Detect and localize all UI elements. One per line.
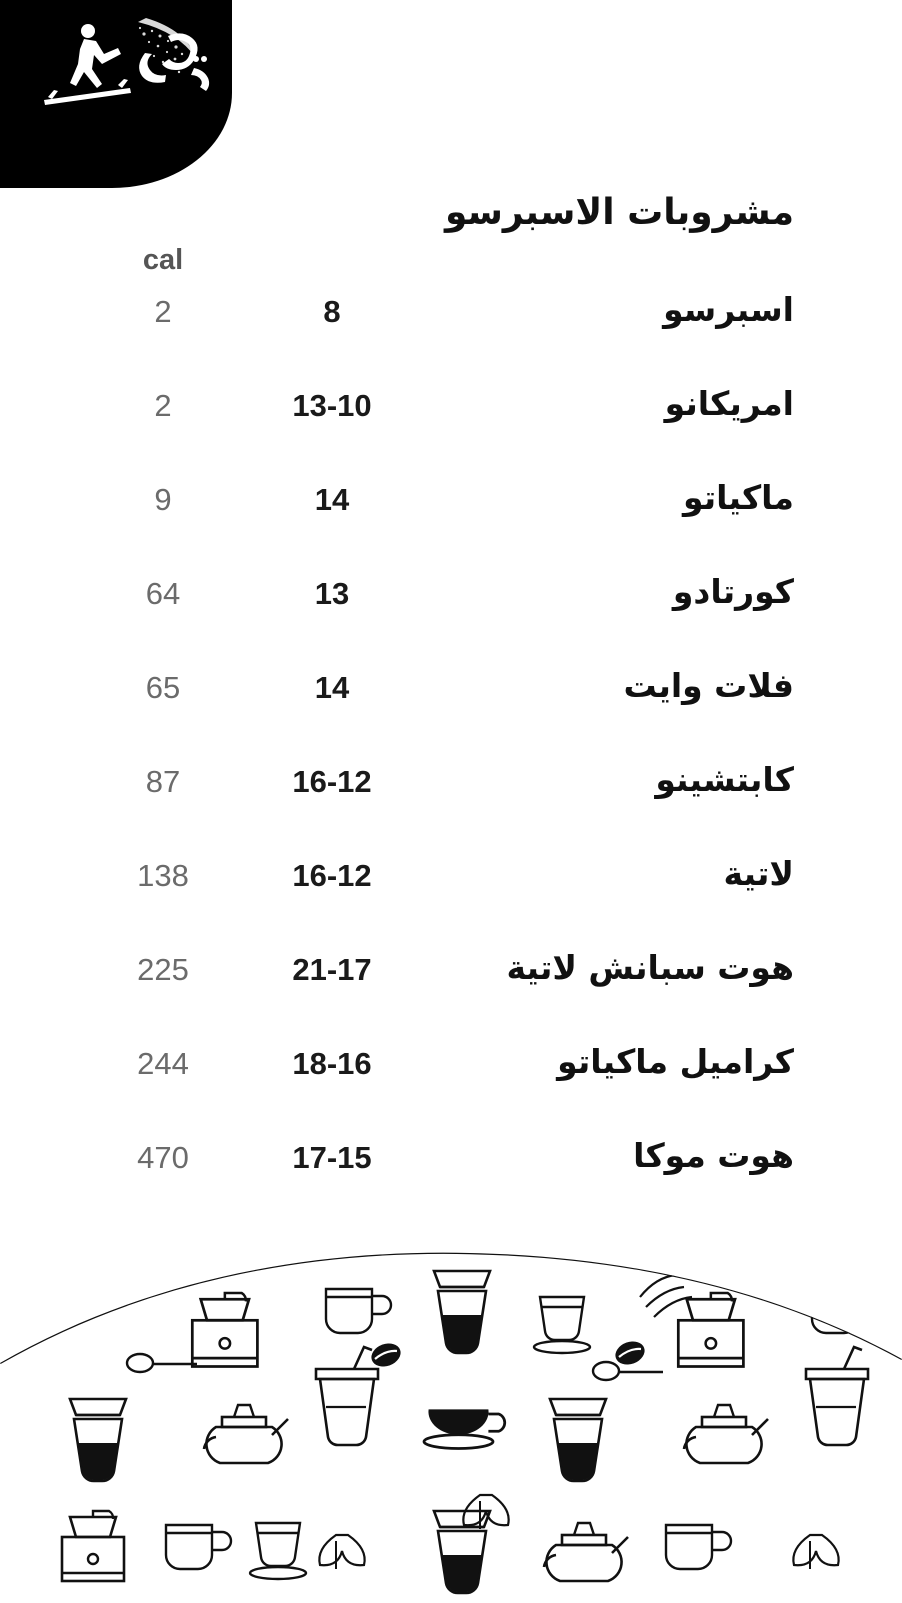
item-name: فلات وايت <box>623 666 794 705</box>
item-calories: 225 <box>137 952 189 987</box>
menu-item-row <box>0 752 902 846</box>
coffee-doodle-pattern-icon <box>0 1243 902 1603</box>
item-name: هوت سبانش لاتية <box>506 948 794 987</box>
item-calories: 2 <box>154 294 172 329</box>
menu-item-row <box>0 1128 902 1222</box>
item-calories: 9 <box>154 482 172 517</box>
item-name: امريكانو <box>664 384 794 423</box>
item-price: 14 <box>314 482 350 517</box>
item-name: لاتية <box>723 854 794 893</box>
item-price: 8 <box>323 294 341 329</box>
item-calories: 2 <box>154 388 172 423</box>
item-name: كابتشينو <box>655 760 794 799</box>
menu-item-row <box>0 282 902 376</box>
item-calories: 244 <box>137 1046 189 1081</box>
item-calories: 64 <box>145 576 181 611</box>
menu-item-row <box>0 658 902 752</box>
menu-item-row <box>0 846 902 940</box>
item-price: 14 <box>314 670 350 705</box>
item-price: 21-17 <box>292 952 372 987</box>
item-name: هوت موكا <box>633 1136 794 1175</box>
item-price: 13 <box>314 576 350 611</box>
menu-item-row <box>0 1034 902 1128</box>
item-price: 13-10 <box>292 388 372 423</box>
item-calories: 138 <box>137 858 189 893</box>
item-name: كورتادو <box>672 572 794 611</box>
item-price: 16-12 <box>292 858 372 893</box>
calories-column-header: cal <box>142 244 184 276</box>
item-price: 18-16 <box>292 1046 372 1081</box>
menu-item-row <box>0 564 902 658</box>
menu-item-list <box>0 282 902 1222</box>
menu-item-row <box>0 470 902 564</box>
item-name: اسبرسو <box>663 290 794 329</box>
item-price: 16-12 <box>292 764 372 799</box>
item-name: ماكياتو <box>683 478 794 517</box>
item-name: كراميل ماكياتو <box>557 1042 794 1081</box>
item-calories: 470 <box>137 1140 189 1175</box>
item-price: 17-15 <box>292 1140 372 1175</box>
section-title: مشروبات الاسبرسو <box>444 192 794 233</box>
menu-item-row <box>0 376 902 470</box>
item-calories: 65 <box>145 670 181 705</box>
item-calories: 87 <box>145 764 181 799</box>
menu-item-row <box>0 940 902 1034</box>
